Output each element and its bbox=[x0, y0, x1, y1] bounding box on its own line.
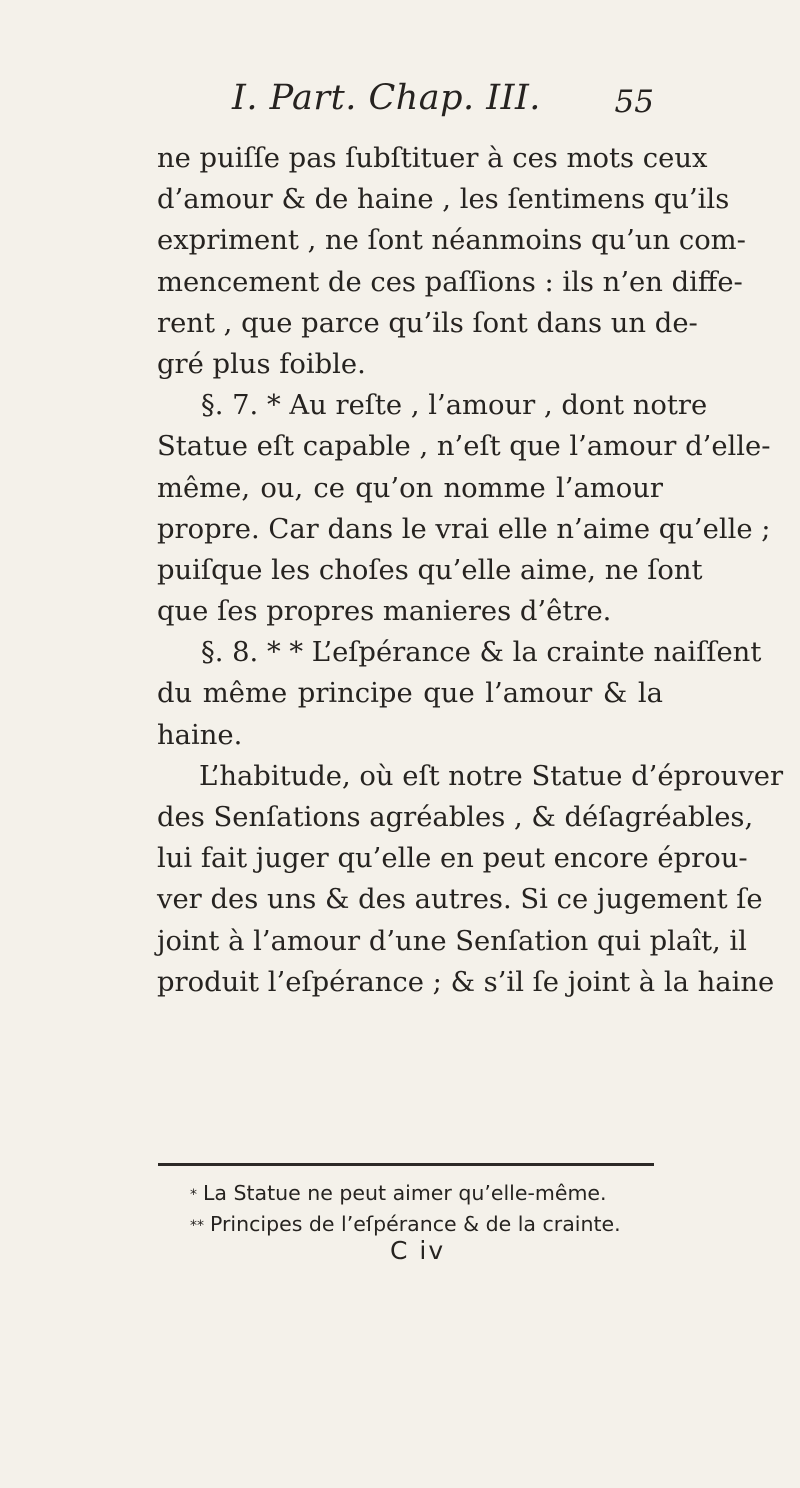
text-line: propre. Car dans le vrai elle n’aime qu’elle ; bbox=[157, 513, 771, 545]
text-line: §. 7. * Au reſte , l’amour , dont notre bbox=[201, 390, 708, 422]
text-line: rent , que parce qu’ils ſont dans un de- bbox=[157, 307, 698, 339]
text-line: haine. bbox=[157, 719, 243, 751]
text-line: gré plus foible. bbox=[157, 348, 366, 380]
footnote-text: La Statue ne peut aimer qu’elle-même. bbox=[203, 1181, 607, 1205]
signature-mark: C iv bbox=[390, 1236, 446, 1265]
text-line: ne puiſſe pas ſubſtituer à ces mots ceux bbox=[157, 143, 708, 174]
text-line: produit l’eſpérance ; & s’il ſe joint à la haine bbox=[157, 966, 775, 998]
text-line: expriment , ne ſont néanmoins qu’un com- bbox=[157, 225, 746, 257]
footnote-mark: * bbox=[190, 1187, 197, 1203]
text-line: ver des uns & des autres. Si ce jugement ſe bbox=[157, 884, 763, 916]
footnote-mark: ** bbox=[190, 1218, 204, 1234]
footnotes bbox=[190, 1178, 660, 1240]
footnote-rule bbox=[158, 1163, 654, 1166]
text-line: §. 8. * * L’eſpérance & la crainte naiſſent bbox=[201, 637, 762, 669]
text-line: des Senſations agréables , & déſagréables, bbox=[157, 802, 754, 833]
text-line: que ſes propres manieres d’être. bbox=[157, 596, 612, 628]
page-header bbox=[0, 78, 800, 128]
text-line: d’amour & de haine , les ſentimens qu’ils bbox=[157, 184, 730, 216]
text-line: du même principe que l’amour & la bbox=[157, 678, 663, 710]
footnote-text: Principes de l’eſpérance & de la crainte. bbox=[210, 1212, 621, 1236]
text-line: mencement de ces paſſions : ils n’en diffe- bbox=[157, 266, 743, 298]
running-head: I. Part. Chap. III. bbox=[232, 78, 541, 118]
text-line: lui fait juger qu’elle en peut encore éprou- bbox=[157, 843, 748, 875]
text-line: L’habitude, où eſt notre Statue d’éprouver bbox=[199, 760, 784, 792]
text-line: Statue eſt capable , n’eſt que l’amour d’elle- bbox=[157, 431, 771, 463]
body-text bbox=[157, 138, 784, 1003]
footnote bbox=[190, 1178, 660, 1209]
page-number: 55 bbox=[614, 84, 654, 120]
text-line: puiſque les choſes qu’elle aime, ne ſont bbox=[157, 554, 703, 586]
text-line: même, ou, ce qu’on nomme l’amour bbox=[157, 472, 663, 504]
text-line: joint à l’amour d’une Senſation qui plaît, il bbox=[157, 925, 747, 957]
